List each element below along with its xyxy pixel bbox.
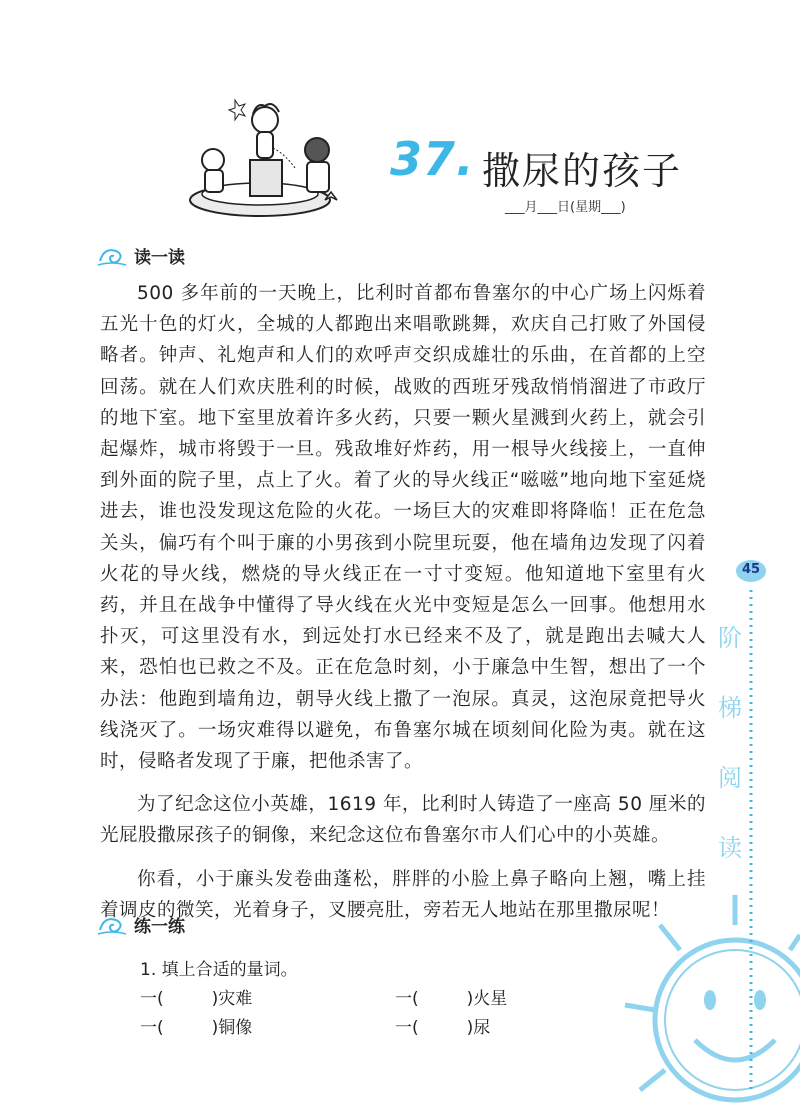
sun-face-decoration xyxy=(585,830,800,1115)
sidebar-char: 阅 xyxy=(718,764,742,792)
sidebar-char: 阶 xyxy=(718,624,742,652)
passage-paragraph: 你看，小于廉头发卷曲蓬松，胖胖的小脸上鼻子略向上翘，嘴上挂着调皮的微笑，光着身子，叉腰亮肚，旁若无人地站在那里撒尿呢！ xyxy=(100,868,706,921)
sidebar-char: 梯 xyxy=(718,694,742,722)
page-title: 撒尿的孩子 xyxy=(482,149,683,193)
dotted-divider xyxy=(748,590,754,1090)
question-1-label: 1. 填上合适的量词。 xyxy=(140,960,298,980)
manneken-pis-illustration xyxy=(175,90,365,225)
page-number: 45 xyxy=(741,562,761,577)
date-line: ___月___日(星期___) xyxy=(505,200,626,215)
sidebar-char: 读 xyxy=(718,834,742,862)
fill-blank-item[interactable]: 一( )铜像 xyxy=(140,1018,253,1038)
fill-blank-item[interactable]: 一( )火星 xyxy=(395,989,508,1009)
swirl-icon xyxy=(96,245,128,267)
section-heading-label: 读一读 xyxy=(134,248,185,268)
passage-paragraph: 为了纪念这位小英雄，1619 年，比利时人铸造了一座高 50 厘米的光屁股撒尿孩子的铜像，来纪念这位布鲁塞尔市人们心中的小英雄。 xyxy=(100,794,706,847)
passage-paragraph: 500 多年前的一天晚上，比利时首都布鲁塞尔的中心广场上闪烁着五光十色的灯火，全城的人都跑出来唱歌跳舞，欢庆自己打败了外国侵略者。钟声、礼炮声和人们的欢呼声交织成雄壮的乐曲，在首都的上空回荡。就在人们欢庆胜利的时候，战败的西班牙残敌悄悄溜进了市政厅的地下室。地下室里放着许多火药，只要一颗火星溅到火药上，就会引起爆炸，城市将毁于一旦。残敌堆好炸药，用一根导火线接上，一直伸到外面的院子里，点上了火。着了火的导火线正“嗞嗞”地向地下室延烧进去，谁也没发现这危险的火花。一场巨大的灾难即将降临！正在危急关头，偏巧有个叫于廉的小男孩到小院里玩耍，他在墙角边发现了闪着火花的导火线，燃烧的导火线正在一寸寸变短。他知道地下室里有火药，并且在战争中懂得了导火线在火光中变短是怎么一回事。他想用水扑灭，可这里没有水，到远处打水已经来不及了，就是跑出去喊大人来，恐怕也已救之不及。正在危急时刻，小于廉急中生智，想出了一个办法：他跑到墙角边，朝导火线上撒了一泡尿。真灵，这泡尿竟把导火线浇灭了。一场灾难得以避免，布鲁塞尔城在顷刻间化险为夷。就在这时，侵略者发现了于廉，把他杀害了。 xyxy=(100,283,706,773)
section-heading-read xyxy=(96,243,185,268)
section-heading-label: 练一练 xyxy=(134,917,185,937)
fill-blank-item[interactable]: 一( )尿 xyxy=(395,1018,491,1038)
section-heading-practice xyxy=(96,912,185,937)
swirl-icon xyxy=(96,914,128,936)
chapter-number: 37. xyxy=(390,132,475,186)
fill-blank-item[interactable]: 一( )灾难 xyxy=(140,989,253,1009)
